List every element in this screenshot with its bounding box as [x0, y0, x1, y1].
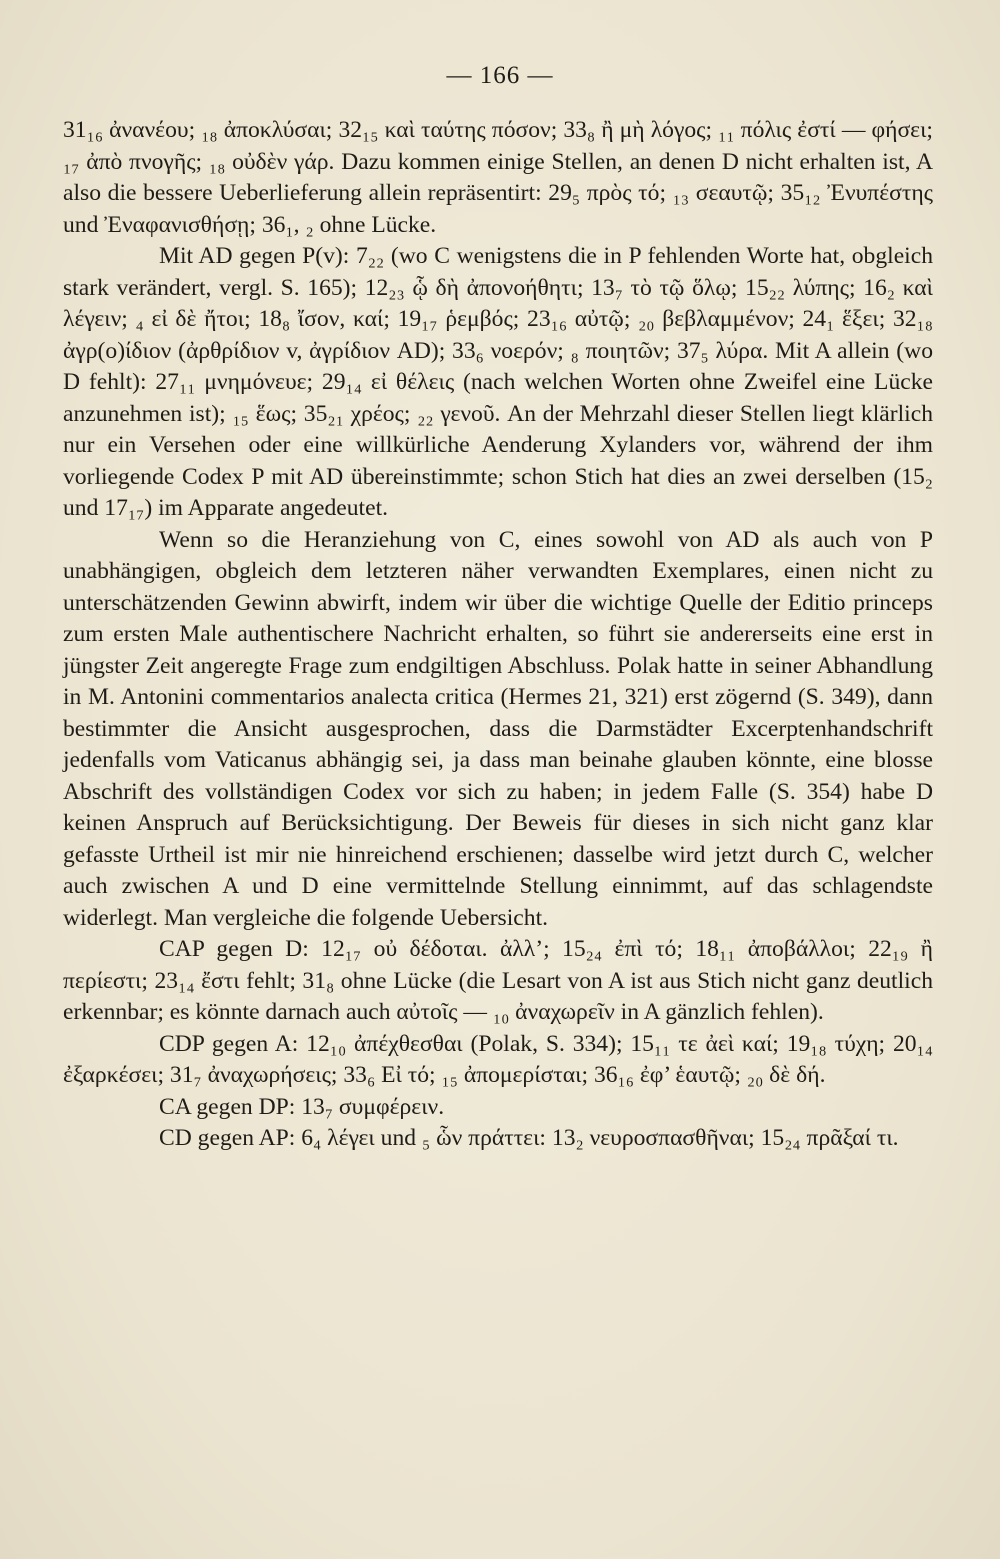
paragraph-5: CDP gegen A: 12₁₀ ἀπέχθεσθαι (Polak, S. 334); 15₁₁ τε ἀεὶ καί; 19₁₈ τύχη; 20₁₄ ἐξαρκέσει; 31₇ ἀναχωρήσεις; 33₆ Εἰ τό; ₁₅ ἀπομερίσται; 36₁₆ ἐφ’ ἑαυτῷ; ₂₀ δὲ δή.	[63, 1030, 933, 1088]
paragraph-1: 31₁₆ ἀνανέου; ₁₈ ἀποκλύσαι; 32₁₅ καὶ ταύτης πόσον; 33₈ ἢ μὴ λόγος; ₁₁ πόλις ἐστί — φήσει; ₁₇ ἀπὸ πνογῆς; ₁₈ οὐδὲν γάρ. Dazu kommen einige Stellen, an denen D nicht erhalten ist, A also die bessere Ueberlieferung allein repräsentirt: 29₅ πρὸς τό; ₁₃ σεαυτῷ; 35₁₂ Ἐνυπέστης und Ἐναφανισθήσῃ; 36₁, ₂ ohne Lücke.	[63, 117, 933, 238]
paragraph-2: Mit AD gegen P(v): 7₂₂ (wo C wenigstens die in P fehlenden Worte hat, obgleich stark verändert, vergl. S. 165); 12₂₃ ᾧ δὴ ἀπονοήθητι; 13₇ τὸ τῷ ὅλῳ; 15₂₂ λύπης; 16₂ καὶ λέγειν; ₄ εἰ δὲ ἤτοι; 18₈ ἴσον, καί; 19₁₇ ῥεμβός; 23₁₆ αὐτῷ; ₂₀ βεβλαμμένον; 24₁ ἕξει; 32₁₈ ἀγρ(ο)ίδιον (ἀρθρίδιον v, ἀγρίδιον AD); 33₆ νοερόν; ₈ ποιητῶν; 37₅ λύρα. Mit A allein (wo D fehlt): 27₁₁ μνημόνευε; 29₁₄ εἰ θέλεις (nach welchen Worten ohne Zweifel eine Lücke anzunehmen ist); ₁₅ ἕως; 35₂₁ χρέος; ₂₂ γενοῦ. An der Mehrzahl dieser Stellen liegt klärlich nur ein Versehen oder eine willkürliche Aenderung Xylanders vor, während der ihm vorliegende Codex P mit AD übereinstimmte; schon Stich hat dies an zwei derselben (15₂ und 17₁₇) im Apparate angedeutet.	[63, 243, 933, 521]
paragraph-6: CA gegen DP: 13₇ συμφέρειν.	[159, 1093, 445, 1120]
page-number: — 166 —	[446, 62, 554, 89]
paragraph-3: Wenn so die Heranziehung von C, eines sowohl von AD als auch von P unabhängigen, obgleich dem letzteren näher verwandten Exemplares, einen nicht zu unterschätzenden Gewinn abwirft, indem wir über die wichtige Quelle der Editio princeps zum ersten Male authentischere Nachricht erhalten, so führt sie andererseits eine erst in jüngster Zeit angeregte Frage zum endgiltigen Abschluss. Polak hatte in seiner Abhandlung in M. Antonini commentarios analecta critica (Hermes 21, 321) erst zögernd (S. 349), dann bestimmter die Ansicht ausgesprochen, dass die Darmstädter Excerptenhandschrift jedenfalls vom Vaticanus abhängig sei, ja dass man beinahe glauben könnte, eine blosse Abschrift des vollständigen Codex vor sich zu haben; in jedem Falle (S. 354) habe D keinen Anspruch auf Berücksichtigung. Der Beweis für dieses in sich nicht ganz klar gefasste Urtheil ist mir nie hinreichend erschienen; dasselbe wird jetzt durch C, welcher auch zwischen A und D eine vermittelnde Stellung einnimmt, auf das schlagendste widerlegt. Man vergleiche die folgende Uebersicht.	[63, 526, 933, 931]
paragraph-7: CD gegen AP: 6₄ λέγει und ₅ ὧν πράττει: 13₂ νευροσπασθῆναι; 15₂₄ πρᾶξαί τι.	[159, 1125, 899, 1151]
paragraph-4: CAP gegen D: 12₁₇ οὐ δέδοται. ἀλλ’; 15₂₄ ἐπὶ τό; 18₁₁ ἀποβάλλοι; 22₁₉ ἢ περίεστι; 23₁₄ ἔστι fehlt; 31₈ ohne Lücke (die Lesart von A ist aus Stich nicht ganz deutlich erkennbar; es könnte darnach auch αὐτοῖς — ₁₀ ἀναχωρεῖν in A gänzlich fehlen).	[63, 936, 933, 1025]
body-text	[63, 115, 933, 1155]
